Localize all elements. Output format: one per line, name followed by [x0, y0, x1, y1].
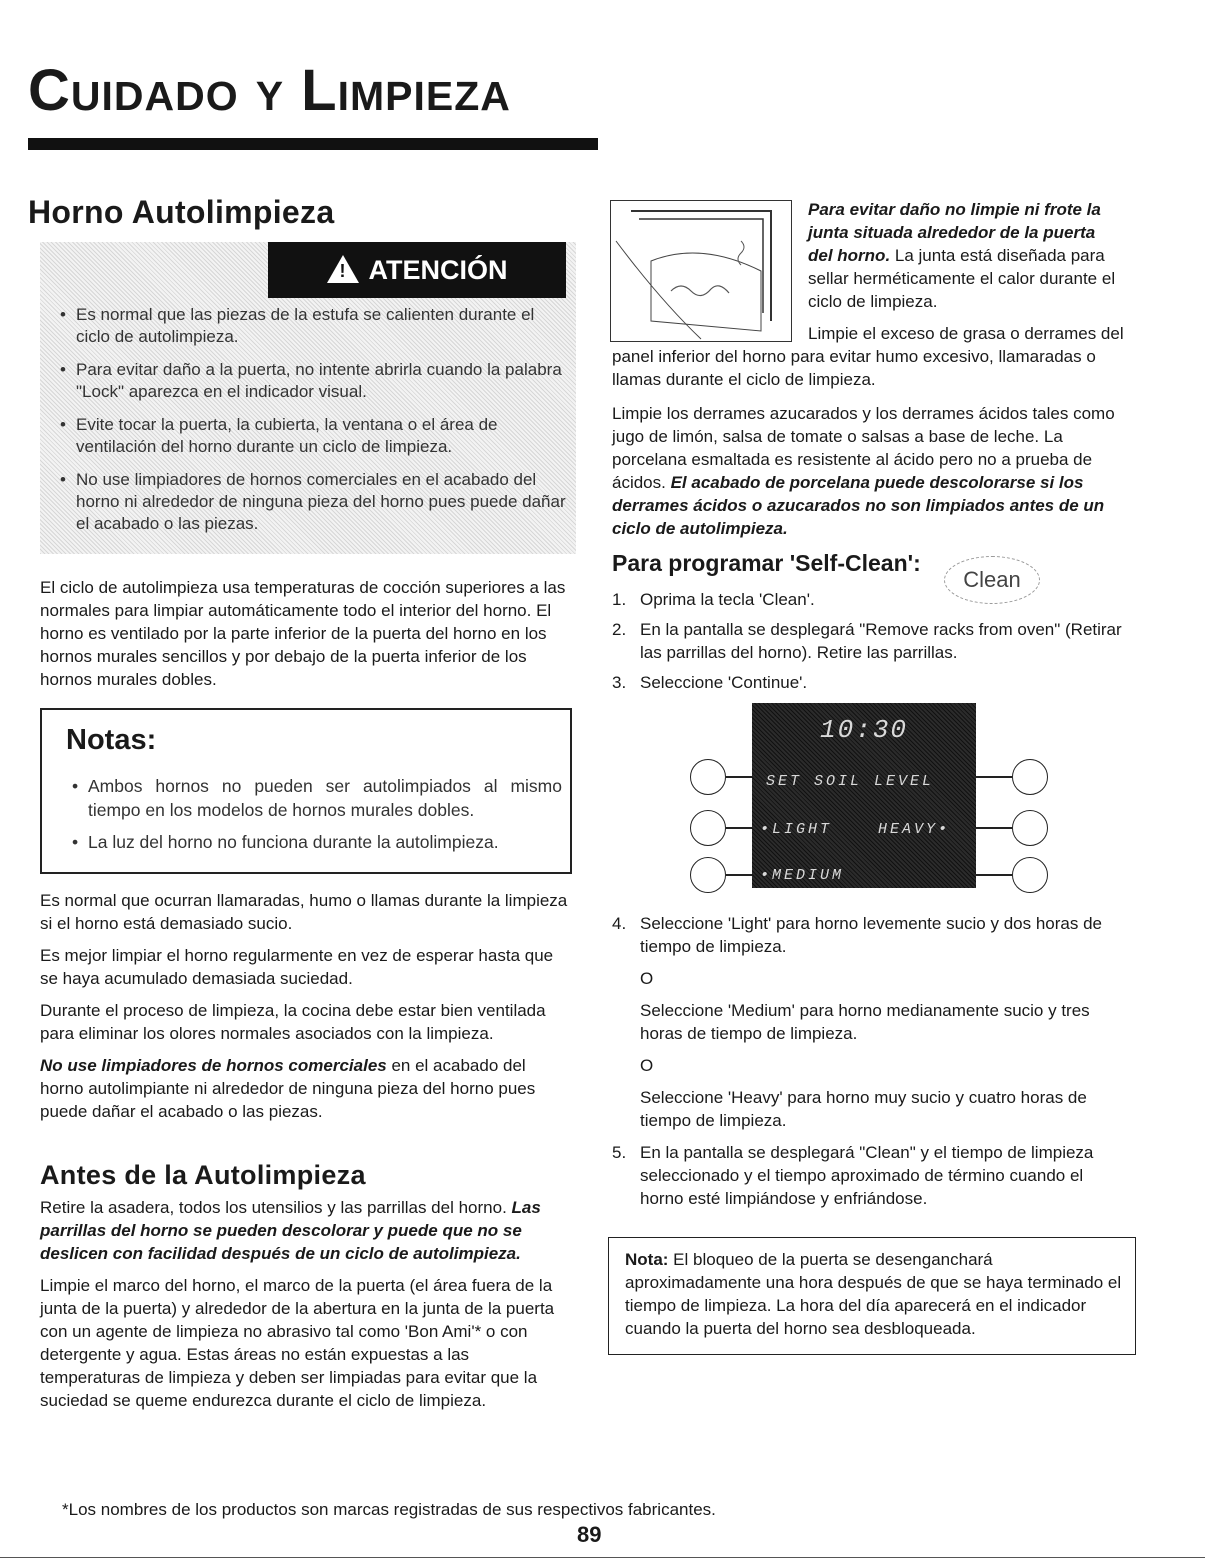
pad-button-left-1[interactable]: [690, 759, 726, 795]
or-separator: O: [640, 1056, 654, 1075]
program-heading: Para programar 'Self-Clean':: [612, 550, 921, 576]
paragraph-acidos: Limpie los derrames azucarados y los derrames ácidos tales como jugo de limón, salsa de tomate o salsas a base de leche. La porcelana esmaltada es resistente al ácido pero no a prueba de ácidos. El acabado de porcelana puede descolorarse si los derrames ácidos o azucarados no son limpiados antes de un ciclo de autolimpieza.: [612, 404, 1115, 538]
notas-list: [72, 774, 562, 862]
nota-box: Nota: El bloqueo de la puerta se desenganchará aproximadamente una hora después de que se haya terminado el tiempo de limpieza. La hora del día aparecerá en el indicador cuando la puerta del horno sea desbloqueada.: [608, 1237, 1136, 1355]
step-item: 3. Seleccione 'Continue'.: [612, 673, 808, 692]
clean-key-button[interactable]: Clean: [944, 556, 1040, 604]
paragraph: Retire la asadera, todos los utensilios y las parrillas del horno. Las parrillas del horno se pueden descolorar y puede que no se deslicen con facilidad después de un ciclo de autolimpieza.: [40, 1198, 541, 1263]
pad-button-medium[interactable]: [690, 857, 726, 893]
connector-line: [726, 874, 752, 876]
warning-list: [60, 304, 570, 546]
notas-box: [40, 708, 572, 874]
page-title: Cuidado y Limpieza: [28, 58, 511, 123]
steps-list: [612, 588, 1124, 694]
pad-button-light[interactable]: [690, 810, 726, 846]
connector-line: [726, 776, 752, 778]
step-item: 2. En la pantalla se desplegará "Remove racks from oven" (Retirar las parrillas del horno). Retire las parrillas.: [612, 620, 1122, 662]
pad-button-heavy[interactable]: [1012, 810, 1048, 846]
step-item: 1. Oprima la tecla 'Clean'.: [612, 590, 815, 609]
warning-box: [40, 242, 576, 554]
warning-item: • No use limpiadores de hornos comerciales en el acabado del horno ni alrededor de ninguna pieza del horno pues puede dañar el acabado o las piezas.: [60, 469, 570, 535]
display-soil-level: SET SOIL LEVEL: [766, 773, 935, 790]
pad-button-right-1[interactable]: [1012, 759, 1048, 795]
or-separator: O: [640, 969, 654, 988]
bottom-rule: [0, 1557, 1205, 1558]
display-time: 10:30: [819, 715, 908, 745]
notas-title: Notas:: [66, 724, 157, 756]
footnote: *Los nombres de los productos son marcas registradas de sus respectivos fabricantes.: [62, 1500, 716, 1519]
paragraph-warning: No use limpiadores de hornos comerciales en el acabado del horno autolimpiante ni alrededor de ninguna pieza del horno pues puede dañar el acabado o las piezas.: [40, 1056, 536, 1121]
connector-line: [976, 776, 1012, 778]
control-display: [752, 703, 976, 888]
connector-line: [976, 874, 1012, 876]
pad-button-right-3[interactable]: [1012, 857, 1048, 893]
warning-icon: !: [327, 255, 359, 283]
display-heavy: HEAVY•: [878, 821, 951, 838]
section-heading-antes: Antes de la Autolimpieza: [40, 1160, 366, 1190]
step-item: 5. En la pantalla se desplegará "Clean" y el tiempo de limpieza seleccionado y el tiempo aproximado de término cuando el horno esté limpiándose y enfriándose.: [612, 1143, 1094, 1208]
warning-item: • Es normal que las piezas de la estufa se calienten durante el ciclo de autolimpieza.: [60, 304, 570, 348]
warning-header: [268, 242, 566, 298]
paragraph: Durante el proceso de limpieza, la cocina debe estar bien ventilada para eliminar los olores normales asociados con la limpieza.: [40, 1001, 546, 1043]
nota-label: Nota:: [625, 1250, 669, 1269]
paragraph: Limpie el marco del horno, el marco de la puerta (el área fuera de la junta de la puerta) y alrededor de la abertura en la junta de la puerta con un agente de limpieza no abrasivo tal como 'Bon Ami'* o con detergente y agua. Estas áreas no están expuestas a las temperaturas de limpieza y deben ser limpiadas para evitar que la suciedad se queme endurezca durante el ciclo de limpieza.: [40, 1276, 555, 1410]
warning-item: • Evite tocar la puerta, la cubierta, la ventana o el área de ventilación del horno durante un ciclo de limpieza.: [60, 414, 570, 458]
connector-line: [976, 827, 1012, 829]
paragraph: Es normal que ocurran llamaradas, humo o llamas durante la limpieza si el horno está demasiado sucio.: [40, 891, 568, 933]
page-number: 89: [577, 1522, 602, 1547]
section-heading-horno-autolimpieza: Horno Autolimpieza: [28, 194, 335, 230]
left-paragraphs: [40, 889, 568, 1123]
nota-item: • La luz del horno no funciona durante la autolimpieza.: [72, 830, 562, 854]
display-light: •LIGHT: [760, 821, 833, 838]
intro-paragraph: El ciclo de autolimpieza usa temperaturas de cocción superiores a las normales para limpiar automáticamente todo el interior del horno. El horno es ventilado por la parte inferior de la puerta del horno en los hornos murales sencillos y por debajo de la puerta inferior de los hornos murales dobles.: [40, 578, 566, 689]
display-medium: •MEDIUM: [760, 867, 845, 884]
oven-gasket-illustration: [610, 200, 792, 342]
oven-door-icon: [611, 201, 791, 341]
step-item: 4. Seleccione 'Light' para horno levemente sucio y dos horas de tiempo de limpieza. O Seleccione 'Medium' para horno medianamente sucio y tres horas de tiempo de limpieza. O Seleccione 'Heavy' para horno muy sucio y cuatro horas de tiempo de limpieza.: [612, 912, 1124, 1132]
connector-line: [726, 827, 752, 829]
steps-continued: [612, 912, 1124, 1210]
warning-item: • Para evitar daño a la puerta, no intente abrirla cuando la palabra "Lock" aparezca en el indicador visual.: [60, 359, 570, 403]
paragraph-grasa: Limpie el exceso de grasa o derrames del panel inferior del horno para evitar humo excesivo, llamaradas o llamas durante el ciclo de limpieza.: [612, 324, 1124, 389]
title-rule: [28, 138, 598, 150]
nota-item: • Ambos hornos no pueden ser autolimpiados al mismo tiempo en los modelos de hornos murales dobles.: [72, 774, 562, 822]
paragraph: Es mejor limpiar el horno regularmente en vez de esperar hasta que se haya acumulado demasiada suciedad.: [40, 946, 554, 988]
warning-label: ATENCIÓN: [368, 255, 508, 285]
gasket-paragraph-top: Para evitar daño no limpie ni frote la junta situada alrededor de la puerta del horno. La junta está diseñada para sellar herméticamente el calor durante el ciclo de limpieza.: [808, 200, 1116, 311]
antes-paragraphs: [40, 1196, 570, 1412]
